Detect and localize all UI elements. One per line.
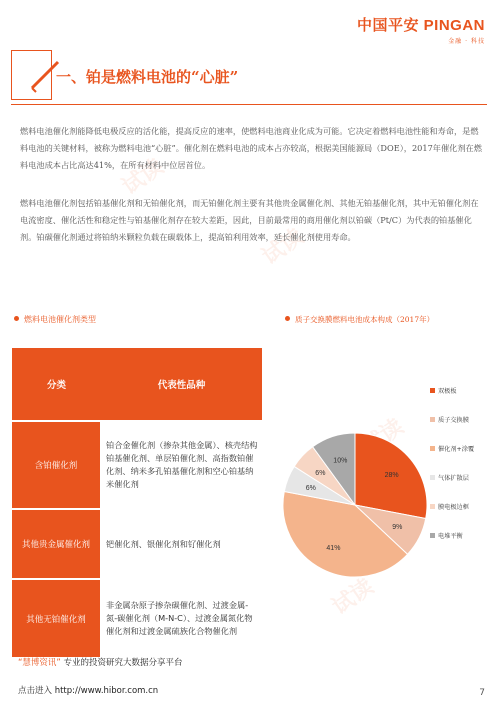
legend-item xyxy=(430,386,457,395)
cost-pie-chart xyxy=(280,380,430,630)
table-cell-examples: 钯催化剂、银催化剂和钌催化剂 xyxy=(101,509,262,579)
legend-swatch xyxy=(430,475,435,480)
table-row xyxy=(12,579,262,657)
body-paragraph-1: 燃料电池催化剂能降低电极反应的活化能，提高反应的速率，使燃料电池商业化成为可能。它决定着燃料电池性能和寿命，是燃料电池的关键材料，被称为燃料电池“心脏”。催化剂在燃料电池的成本占亦较高，根据美国能源局（DOE），2017年催化剂在燃料电池成本占比高达41%，在所有材料中位居首位。 xyxy=(20,126,482,170)
table-heading xyxy=(14,314,96,325)
pie-value-label: 41% xyxy=(326,544,341,552)
table-cell-category: 其他贵金属催化剂 xyxy=(12,509,101,579)
table-row xyxy=(12,509,262,579)
legend-label: 膜电极边框 xyxy=(438,504,469,511)
chart-heading xyxy=(285,314,434,325)
pie-value-label: 6% xyxy=(305,485,316,493)
table-header-examples: 代表性品种 xyxy=(101,348,262,421)
table-cell-examples: 铂合金催化剂（掺杂其他金属）、核壳结构铂基催化剂、单层铂催化剂、高指数铂催化剂、纳米多孔铂基催化剂和空心铂基纳米催化剂 xyxy=(101,421,262,509)
legend-label: 双极板 xyxy=(438,388,457,395)
chart-heading-text: 质子交换膜燃料电池成本构成（2017年） xyxy=(295,315,435,324)
body-paragraph-2: 燃料电池催化剂包括铂基催化剂和无铂催化剂，而无铂催化剂主要有其他贵金属催化剂、其他无铂基催化剂，其中无铂催化剂在电流密度、催化活性和稳定性与铂基催化剂存在较大差距，因此，目前最常用的商用催化剂以铂碳（Pt/C）为代表的铂基催化剂。铂碳催化剂通过将铂纳米颗粒负载在碳载体上，提高铂利用效率，延长催化剂使用寿命。 xyxy=(20,198,479,242)
logo-main-text: 中国平安 PINGAN xyxy=(356,17,485,34)
legend-label: 质子交换膜 xyxy=(438,417,469,424)
watermark: 试读 xyxy=(357,414,409,461)
table-row xyxy=(12,421,262,509)
table-cell-category: 其他无铂催化剂 xyxy=(12,579,101,657)
bullet-dot-icon xyxy=(285,316,290,321)
watermark: 试读 xyxy=(117,154,169,201)
legend-swatch xyxy=(430,417,435,422)
legend-swatch xyxy=(430,504,435,509)
legend-label: 电堆平衡 xyxy=(438,533,463,540)
page-number: 7 xyxy=(479,688,485,698)
legend-swatch xyxy=(430,388,435,393)
catalyst-type-table xyxy=(12,348,262,657)
legend-swatch xyxy=(430,533,435,538)
table-heading-text: 燃料电池催化剂类型 xyxy=(24,315,96,324)
bullet-dot-icon xyxy=(14,316,19,321)
footer-link[interactable]: 点击进入 http://www.hibor.com.cn xyxy=(18,686,159,696)
pie-value-label: 6% xyxy=(315,469,326,477)
brand-logo xyxy=(357,14,485,45)
pie-value-label: 10% xyxy=(333,457,348,465)
legend-item xyxy=(430,531,463,540)
table-header-category: 分类 xyxy=(12,348,101,421)
legend-item xyxy=(430,415,469,424)
watermark: 试读 xyxy=(327,574,379,621)
footer-promo xyxy=(18,656,183,668)
table-cell-examples: 非金属杂原子掺杂碳催化剂、过渡金属-氮-碳催化剂（M-N-C）、过渡金属氮化物催化剂和过渡金属硫族化合物催化剂 xyxy=(101,579,262,657)
legend-label: 气体扩散层 xyxy=(438,475,469,482)
legend-swatch xyxy=(430,446,435,451)
table-header-row xyxy=(12,348,262,421)
section-title: 一、铂是燃料电池的“心脏” xyxy=(56,68,239,86)
title-divider xyxy=(11,104,487,105)
legend-label: 催化剂+涂覆 xyxy=(438,446,475,453)
legend-item xyxy=(430,473,469,482)
legend-item xyxy=(430,444,474,453)
watermark: 试读 xyxy=(257,224,309,271)
footer-tagline: 专业的投资研究大数据分享平台 xyxy=(63,658,183,668)
footer-brand: “慧博资讯” xyxy=(18,658,61,668)
pie-value-label: 9% xyxy=(392,524,403,532)
logo-sub-text: 金融 · 科技 xyxy=(448,38,485,45)
pie-value-label: 28% xyxy=(384,472,399,480)
table-cell-category: 含铂催化剂 xyxy=(12,421,101,509)
legend-item xyxy=(430,502,469,511)
